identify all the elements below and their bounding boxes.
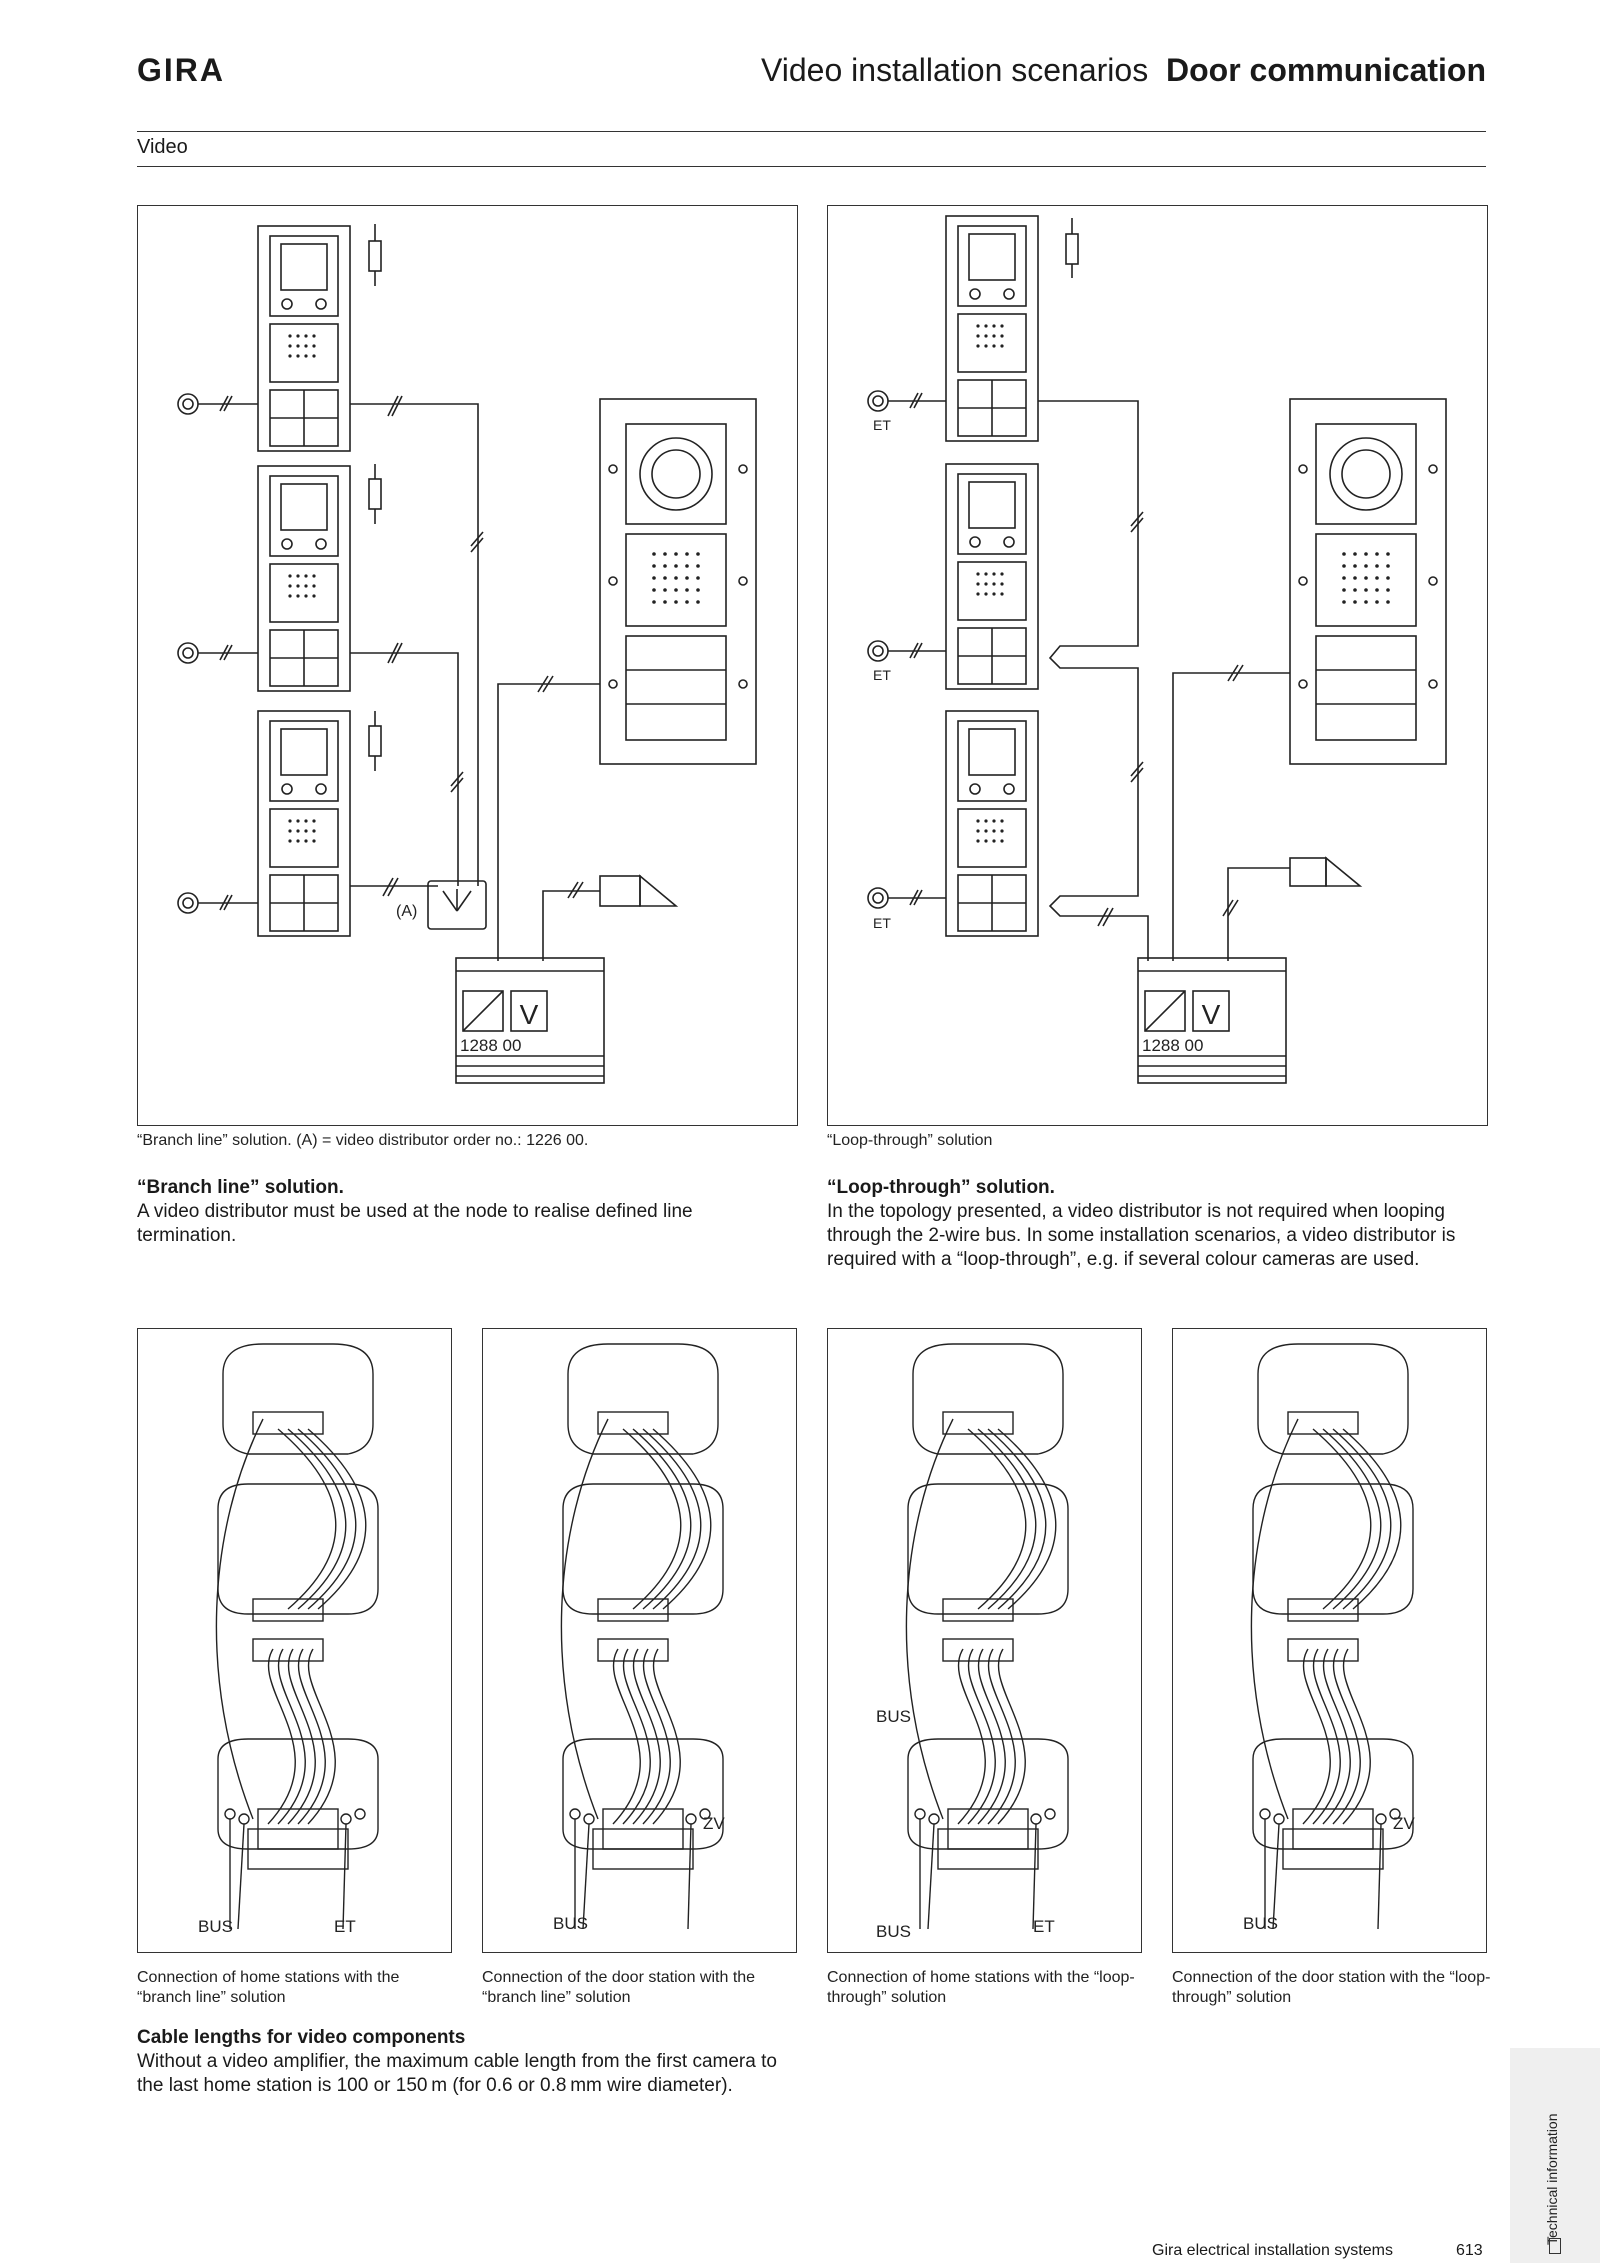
home-station-3 [258,711,381,936]
wiring-label: BUS [876,1707,911,1726]
branch-diagram-caption: “Branch line” solution. (A) = video distributor order no.: 1226 00. [137,1132,589,1149]
doorbell-buttons [178,394,258,913]
page-title [761,52,1486,89]
door-station [1290,399,1446,764]
wiring-diagram [483,1329,796,1952]
power-supply-symbol: V [519,999,539,1030]
wiring-panel-caption: Connection of the door station with the “loop-through” solution [1172,1969,1491,2006]
wiring-panel-caption: Connection of home stations with the “branch line” solution [137,1969,400,2006]
branch-line-diagram [137,205,798,1126]
wiring-diagram [828,1329,1141,1952]
power-supply-label: 1288 00 [1142,1036,1204,1055]
wiring-label: BUS [876,1922,911,1941]
title-light: Video installation scenarios [761,52,1149,88]
et-label-2: ET [873,667,891,683]
info-icon [1549,2238,1561,2254]
wiring-label: ZV [1393,1814,1415,1833]
wiring-label: ZV [703,1814,725,1833]
page-number: 613 [1456,2242,1483,2259]
cable-body: Without a video amplifier, the maximum cable length from the first camera to the last home station is 100 or 150 m (for 0.6 or 0.8 mm wire diameter). [137,2051,777,2096]
side-tab [1510,2048,1600,2263]
wiring-panel-3 [827,1328,1142,1953]
loop-through-schematic [828,206,1487,1125]
bus-wiring [1038,401,1360,961]
footer-text: Gira electrical installation systems [1152,2242,1393,2259]
home-station-2 [258,464,381,691]
title-bold: Door communication [1165,52,1486,88]
wiring-panel-1 [137,1328,452,1953]
cable-lengths-section [137,2026,797,2098]
wiring-diagram [138,1329,451,1952]
wiring-panel-4 [1172,1328,1487,1953]
wiring-label: ET [1033,1917,1055,1936]
loop-heading: “Loop-through” solution. [827,1177,1055,1198]
doorbell-buttons [868,391,946,908]
power-supply-symbol: V [1201,999,1221,1030]
wiring-panel-caption: Connection of home stations with the “loop-through” solution [827,1969,1135,2006]
side-tab-text: Technical information [1544,2113,1560,2245]
section-rule [137,166,1486,167]
loop-through-diagram [827,205,1488,1126]
branch-heading: “Branch line” solution. [137,1177,344,1198]
header-rule [137,131,1486,132]
wiring-panel-2 [482,1328,797,1953]
distributor-label: (A) [396,903,418,920]
home-station-1 [946,216,1078,441]
home-station-1 [258,224,381,451]
branch-description [137,1176,777,1248]
loop-description [827,1176,1486,1272]
gira-logo: GIRA [137,52,225,88]
et-label-3: ET [873,915,891,931]
wiring-label: BUS [1243,1914,1278,1933]
et-label-1: ET [873,417,891,433]
bus-wiring [350,396,676,961]
home-station-3 [946,711,1038,936]
home-station-2 [946,464,1038,689]
cable-heading: Cable lengths for video components [137,2027,466,2048]
branch-body: A video distributor must be used at the node to realise defined line termination. [137,1201,693,1246]
door-station [600,399,756,764]
section-label: Video [137,136,188,158]
wiring-panel-caption: Connection of the door station with the “branch line” solution [482,1969,756,2006]
wiring-label: BUS [553,1914,588,1933]
video-distributor [428,881,486,929]
wiring-diagram [1173,1329,1486,1952]
wiring-label: ET [334,1917,356,1936]
wiring-label: BUS [198,1917,233,1936]
power-supply-label: 1288 00 [460,1036,522,1055]
loop-body: In the topology presented, a video distributor is not required when looping through the 2-wire bus. In some installation scenarios, a video distributor is required with a “loop-through”, e.g. if several colour cameras are used. [827,1201,1456,1270]
branch-line-schematic [138,206,797,1125]
loop-diagram-caption: “Loop-through” solution [827,1132,993,1149]
